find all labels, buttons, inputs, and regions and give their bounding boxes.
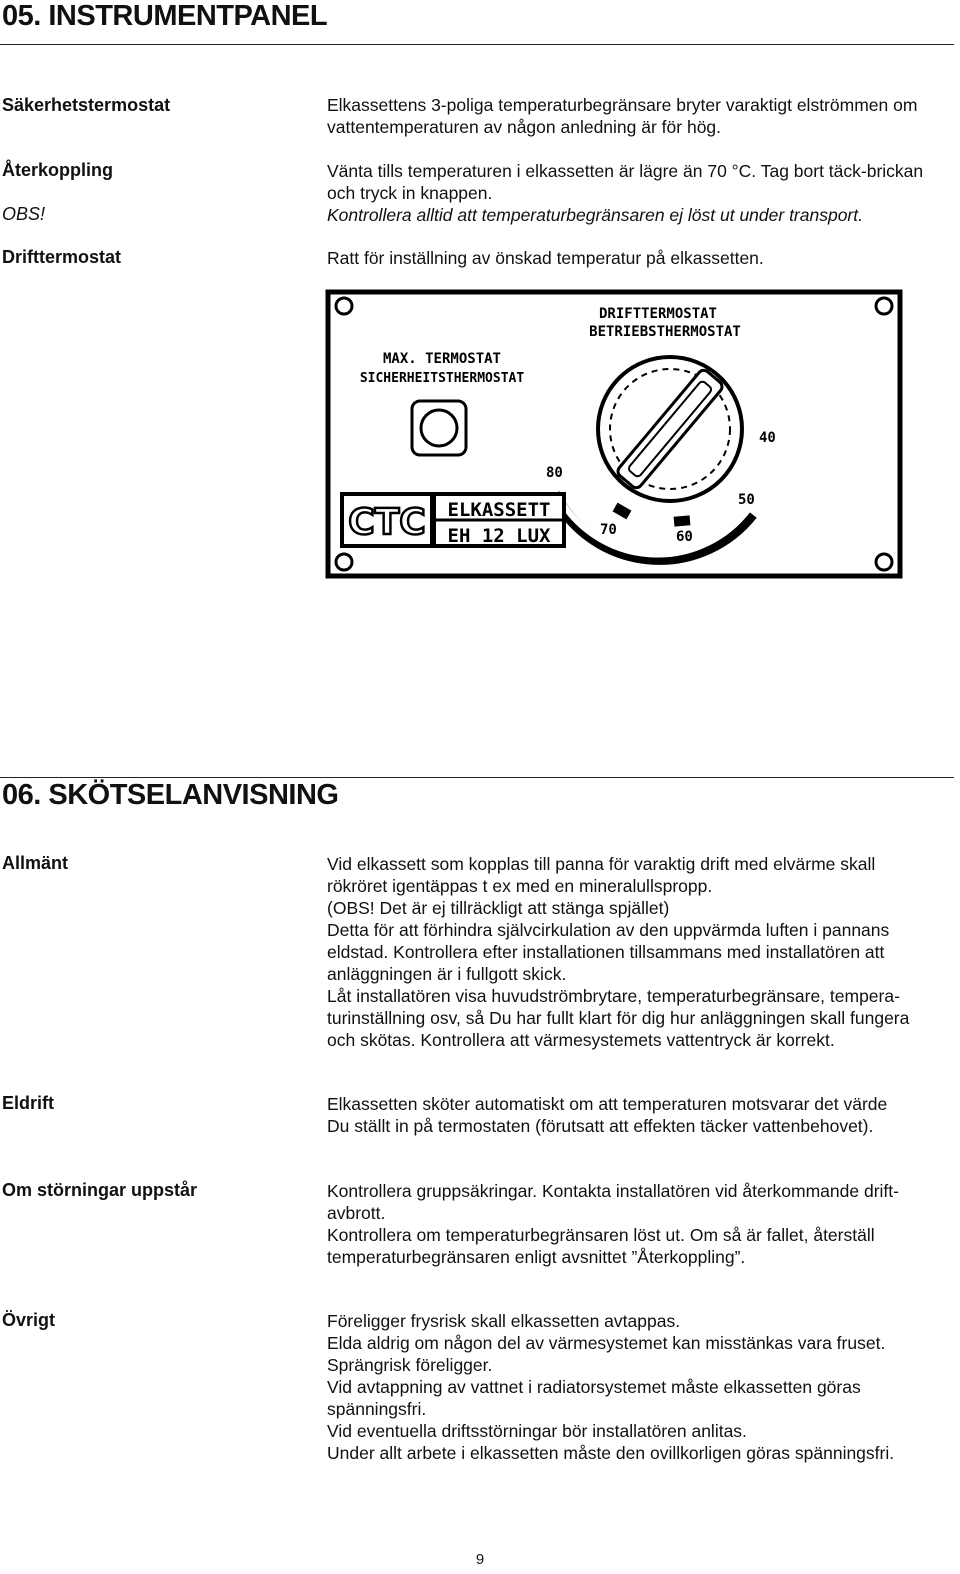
line: Vid avtappning av vattnet i radiatorsystemet måste elkassetten göras [327, 1377, 861, 1397]
label-drift-line2: BETRIEBSTHERMOSTAT [589, 324, 741, 340]
text-allmant [327, 853, 955, 1051]
line: temperaturbegränsaren enligt avsnittet ”Återkoppling”. [327, 1247, 746, 1267]
section-rule [0, 44, 954, 45]
line: Under allt arbete i elkassetten måste den ovillkorligen göras spänningsfri. [327, 1443, 895, 1463]
line: avbrott. [327, 1203, 386, 1223]
scale-label-80: 80 [546, 465, 563, 481]
text-sakerhetstermostat: Elkassettens 3-poliga temperaturbegränsare bryter varaktigt elströmmen om vattentemperaturen av någon anledning är för hög. [327, 95, 918, 137]
label-eldrift: Eldrift [2, 1093, 54, 1113]
label-allmant: Allmänt [2, 853, 69, 873]
line: Vid elkassett som kopplas till panna för varaktig drift med elvärme skall [327, 854, 876, 874]
line: Kontrollera om temperaturbegränsaren löst ut. Om så är fallet, återställ [327, 1225, 875, 1245]
text-eldrift [327, 1093, 955, 1137]
line: turinställning osv, så Du har fullt klart för dig hur anläggningen skall fungera [327, 1008, 910, 1028]
text-obs: Kontrollera alltid att temperaturbegränsaren ej löst ut under transport. [327, 205, 863, 225]
line: Låt installatören visa huvudströmbrytare, temperaturbegränsare, tempera- [327, 986, 900, 1006]
line: Kontrollera gruppsäkringar. Kontakta installatören vid återkommande drift- [327, 1181, 899, 1201]
label-obs: OBS! [2, 204, 46, 224]
line: Elda aldrig om någon del av värmesystemet kan misstänkas vara fruset. [327, 1333, 886, 1353]
scale-mark-60 [674, 515, 691, 526]
label-drift-line1: DRIFTTERMOSTAT [598, 306, 718, 322]
line: Detta för att förhindra självcirkulation av den uppvärmda luften i pannans [327, 920, 890, 940]
line: Du ställt in på termostaten (förutsatt att effekten täcker vattenbehovet). [327, 1116, 874, 1136]
line: och skötas. Kontrollera att värmesystemets vattentryck är korrekt. [327, 1030, 835, 1050]
scale-label-70: 70 [600, 522, 617, 538]
scale-label-60: 60 [676, 529, 693, 545]
line: Sprängrisk föreligger. [327, 1355, 493, 1375]
line: Elkassetten sköter automatiskt om att temperaturen motsvarar det värde [327, 1094, 888, 1114]
section-rule [0, 777, 954, 778]
text-om-storningar [327, 1180, 955, 1268]
text-aterkoppling: Vänta tills temperaturen i elkassetten är lägre än 70 °C. Tag bort täck-brickan och tryck in knappen. [327, 161, 924, 203]
label-max-line2: SICHERHEITSTHERMOSTAT [359, 371, 525, 386]
label-sakerhetstermostat: Säkerhetstermostat [2, 95, 171, 115]
line: anläggningen är i fullgott skick. [327, 964, 567, 984]
scale-label-40: 40 [759, 430, 776, 446]
model-line1: ELKASSETT [447, 499, 551, 521]
line: rökröret igentäppas t ex med en mineralullspropp. [327, 876, 713, 896]
ctc-logo: CTC [348, 502, 426, 543]
text-drifttermostat: Ratt för inställning av önskad temperatur på elkassetten. [327, 248, 764, 268]
model-line2: EH 12 LUX [447, 525, 551, 547]
line: (OBS! Det är ej tillräckligt att stänga spjället) [327, 898, 670, 918]
label-max-line1: MAX. TERMOSTAT [382, 351, 502, 367]
label-drifttermostat: Drifttermostat [2, 247, 122, 267]
text-ovrigt [327, 1310, 955, 1464]
label-aterkoppling: Återkoppling [2, 160, 113, 180]
label-om-storningar: Om störningar uppstår [2, 1180, 198, 1200]
label-ovrigt: Övrigt [2, 1310, 56, 1330]
line: spänningsfri. [327, 1399, 427, 1419]
instrument-panel-illustration [322, 284, 912, 584]
section-title-instrumentpanel: 05. INSTRUMENTPANEL [2, 0, 328, 32]
line: eldstad. Kontrollera efter installationen tillsammans med installatören att [327, 942, 885, 962]
page-number: 9 [475, 1551, 485, 1568]
scale-label-50: 50 [738, 492, 755, 508]
section-title-skotselanvisning: 06. SKÖTSELANVISNING [2, 779, 339, 811]
line: Vid eventuella driftsstörningar bör installatören anlitas. [327, 1421, 747, 1441]
line: Föreligger frysrisk skall elkassetten avtappas. [327, 1311, 681, 1331]
